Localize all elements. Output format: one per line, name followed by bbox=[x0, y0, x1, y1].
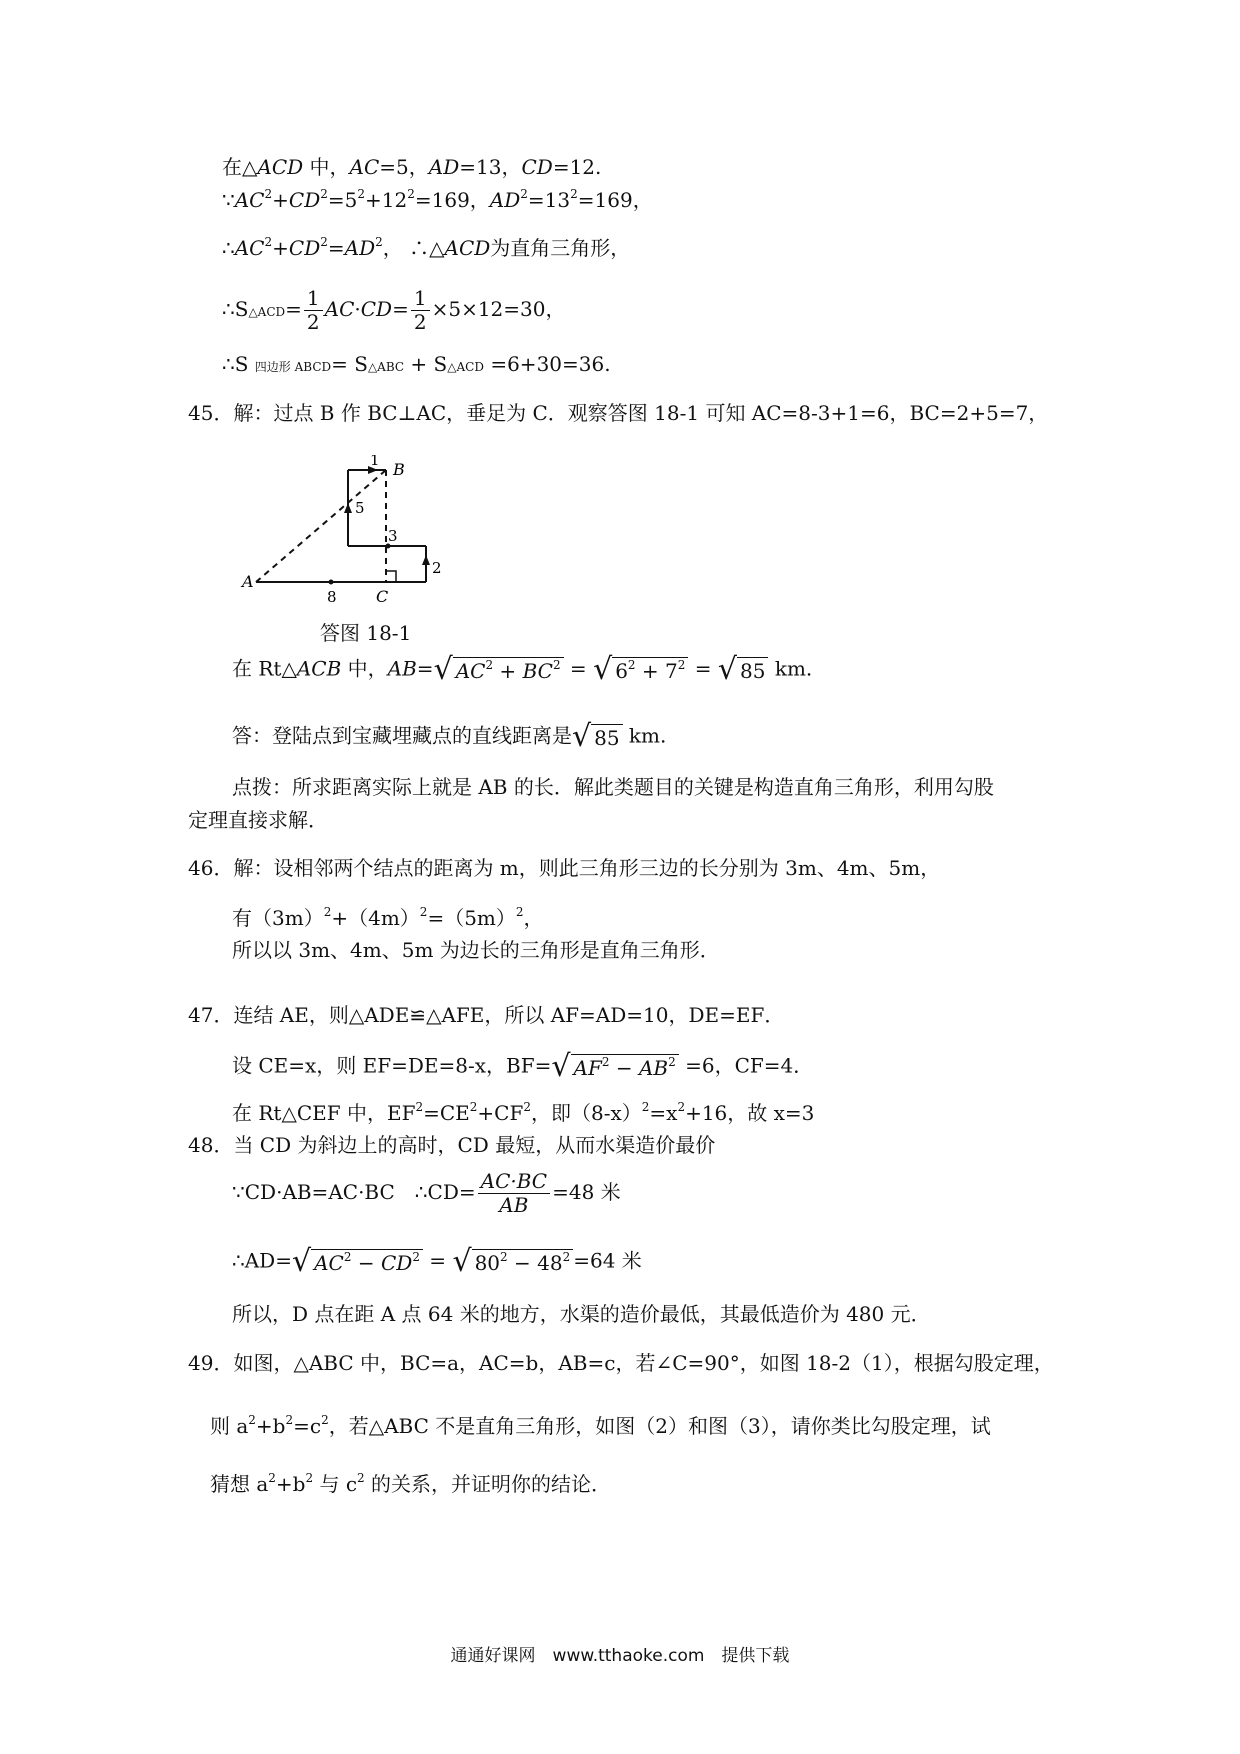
label-2: 2 bbox=[432, 559, 442, 577]
text: CD bbox=[521, 155, 553, 179]
label-3: 3 bbox=[388, 527, 398, 545]
text: 在 Rt bbox=[232, 656, 282, 681]
sup: 2 bbox=[320, 235, 328, 249]
sup: 2 bbox=[415, 1100, 424, 1114]
page-footer: 通通好课网 www.tthaoke.com 提供下载 bbox=[450, 1646, 790, 1666]
radical bbox=[717, 652, 769, 687]
figure-18-1 bbox=[236, 455, 456, 615]
text: ，若△ABC 不是直角三角形，如图（2）和图（3），请你类比勾股定理，试 bbox=[328, 1414, 991, 1438]
line-12 bbox=[232, 1049, 814, 1084]
text: =6，CF=4． bbox=[678, 1053, 814, 1078]
sup: 2 bbox=[412, 1250, 420, 1264]
subscript: △ACD bbox=[248, 305, 286, 319]
text: ， bbox=[523, 906, 544, 930]
arrow-2 bbox=[422, 555, 430, 565]
text: km. bbox=[768, 656, 813, 681]
arrow-5 bbox=[344, 503, 352, 513]
sup: 2 bbox=[268, 1471, 276, 1485]
dot-8 bbox=[329, 580, 334, 585]
text: 答：登陆点到宝藏埋藏点的直线距离是 bbox=[232, 723, 572, 748]
text: AC bbox=[455, 659, 486, 683]
text: CD bbox=[360, 297, 393, 321]
text: =6+30=36. bbox=[483, 352, 611, 376]
sup: 2 bbox=[285, 1413, 294, 1427]
text: = bbox=[422, 1248, 453, 1273]
sup: 2 bbox=[343, 1250, 352, 1264]
subscript: △ACD bbox=[447, 360, 484, 374]
text: 设 CE=x，则 EF=DE=8-x，BF= bbox=[232, 1053, 552, 1078]
text: =5 bbox=[327, 188, 358, 212]
radical bbox=[291, 1244, 423, 1279]
text: AF bbox=[573, 1056, 602, 1080]
text: =x bbox=[649, 1101, 678, 1125]
sup: 2 bbox=[323, 905, 332, 919]
text: 有（3m） bbox=[232, 906, 324, 930]
text: ACD bbox=[444, 236, 491, 260]
sup: 2 bbox=[552, 658, 561, 672]
radical-sign-icon: √ bbox=[452, 1244, 472, 1279]
text: CD bbox=[380, 1251, 413, 1275]
question-49: 49．如图，△ABC 中，BC=a，AC=b，AB=c，若∠C=90°，如图 18-2（1），根据勾股定理， bbox=[188, 1351, 1054, 1375]
fraction bbox=[304, 287, 323, 334]
text: BC bbox=[522, 659, 553, 683]
numerator: 1 bbox=[304, 287, 323, 311]
sup: 2 bbox=[627, 658, 636, 672]
text: + S bbox=[404, 352, 448, 376]
line-9: 定理直接求解． bbox=[188, 808, 328, 832]
sup: 2 bbox=[320, 187, 328, 201]
question-45: 45．解：过点 B 作 BC⊥AC，垂足为 C．观察答图 18-1 可知 AC=8-3+1=6，BC=2+5=7， bbox=[188, 401, 1049, 425]
label-1: 1 bbox=[370, 455, 380, 469]
text: AD bbox=[344, 236, 376, 260]
text: AC bbox=[349, 155, 380, 179]
text: = bbox=[285, 297, 302, 321]
sup: 2 bbox=[321, 1413, 329, 1427]
label-B: B bbox=[393, 460, 405, 479]
text: 中， bbox=[303, 155, 350, 179]
text: ∴ bbox=[222, 236, 235, 260]
text: + bbox=[493, 659, 523, 683]
sup: 2 bbox=[641, 1100, 650, 1114]
numerator: AC·BC bbox=[478, 1170, 550, 1194]
label-A: A bbox=[242, 572, 254, 591]
label-5: 5 bbox=[355, 499, 365, 517]
text: 6 bbox=[615, 659, 628, 683]
text: = bbox=[327, 236, 345, 260]
text: CD bbox=[288, 188, 321, 212]
text: = bbox=[688, 656, 718, 681]
sup: 2 bbox=[357, 1471, 365, 1485]
line-14 bbox=[232, 1170, 621, 1217]
text: 在 Rt△CEF 中，EF bbox=[232, 1101, 416, 1125]
text: ACD bbox=[257, 155, 304, 179]
subscript: 四边形 ABCD bbox=[254, 360, 332, 374]
text: · bbox=[354, 297, 361, 321]
text: ， ∴△ bbox=[382, 236, 445, 260]
sup: 2 bbox=[469, 1100, 478, 1114]
label-C: C bbox=[376, 587, 389, 606]
sup: 2 bbox=[570, 187, 578, 201]
text: =13， bbox=[459, 155, 522, 179]
sup: 2 bbox=[668, 1055, 676, 1069]
sup: 2 bbox=[419, 905, 428, 919]
text: △ bbox=[281, 656, 297, 681]
line-11: 所以以 3m、4m、5m 为边长的三角形是直角三角形． bbox=[232, 938, 720, 962]
text: +b bbox=[275, 1472, 306, 1496]
text: ∵CD·AB=AC·BC ∴CD= bbox=[232, 1180, 476, 1204]
text: =169， bbox=[414, 188, 490, 212]
denominator: AB bbox=[499, 1193, 529, 1217]
line-5 bbox=[222, 352, 611, 376]
text: CD bbox=[288, 236, 321, 260]
text: ∴S bbox=[222, 297, 249, 321]
text: =12. bbox=[552, 155, 602, 179]
text: AB bbox=[387, 656, 417, 681]
sup: 2 bbox=[485, 658, 494, 672]
text: AD bbox=[489, 188, 521, 212]
radical bbox=[572, 719, 623, 754]
text: ∴AD= bbox=[232, 1248, 292, 1273]
text: = bbox=[563, 656, 594, 681]
sup: 2 bbox=[357, 187, 365, 201]
text: ∴S bbox=[222, 352, 255, 376]
text: − bbox=[609, 1056, 639, 1080]
text: +（4m） bbox=[331, 906, 420, 930]
text: =CE bbox=[423, 1101, 470, 1125]
sup: 2 bbox=[264, 235, 273, 249]
sup: 2 bbox=[305, 1471, 314, 1485]
text: 中， bbox=[341, 656, 388, 681]
sup: 2 bbox=[601, 1055, 610, 1069]
text: =（5m） bbox=[427, 906, 516, 930]
text: +b bbox=[255, 1414, 286, 1438]
radical bbox=[433, 652, 564, 687]
sup: 2 bbox=[264, 187, 273, 201]
label-8: 8 bbox=[327, 588, 337, 606]
text: 猜想 a bbox=[210, 1472, 269, 1496]
line-7 bbox=[232, 719, 667, 754]
radical-sign-icon: √ bbox=[433, 652, 453, 687]
text: 在△ bbox=[222, 155, 258, 179]
text: 与 c bbox=[313, 1472, 358, 1496]
line-4 bbox=[222, 287, 566, 334]
text: 则 a bbox=[210, 1414, 249, 1438]
sup: 2 bbox=[500, 1250, 508, 1264]
text: − bbox=[351, 1251, 381, 1275]
fraction bbox=[411, 287, 430, 334]
sup: 2 bbox=[677, 1100, 686, 1114]
line-6 bbox=[232, 652, 813, 687]
radical-sign-icon: √ bbox=[291, 1244, 312, 1279]
text: + bbox=[272, 188, 289, 212]
line-15 bbox=[232, 1244, 642, 1279]
text: − 48 bbox=[507, 1251, 563, 1275]
figure-caption: 答图 18-1 bbox=[320, 621, 412, 645]
text: +CF bbox=[477, 1101, 524, 1125]
line-18 bbox=[210, 1472, 611, 1496]
radicand: 85 bbox=[737, 657, 768, 683]
sup: 2 bbox=[520, 187, 528, 201]
line-8: 点拨：所求距离实际上就是 AB 的长．解此类题目的关键是构造直角三角形，利用勾股 bbox=[232, 775, 994, 799]
denominator: 2 bbox=[306, 310, 320, 334]
text: 为直角三角形， bbox=[490, 236, 631, 260]
sup: 2 bbox=[375, 235, 383, 249]
text: AB bbox=[638, 1056, 669, 1080]
text: ×5×12=30， bbox=[431, 297, 566, 321]
sup: 2 bbox=[677, 658, 686, 672]
text: 的关系，并证明你的结论． bbox=[364, 1472, 612, 1496]
text: 80 bbox=[474, 1251, 501, 1275]
text: = S bbox=[331, 352, 368, 376]
denominator: 2 bbox=[413, 310, 427, 334]
sup: 2 bbox=[523, 1100, 531, 1114]
text: km. bbox=[622, 723, 667, 748]
line-16: 所以，D 点在距 A 点 64 米的地方，水渠的造价最低，其最低造价为 480 元． bbox=[232, 1302, 931, 1326]
line-13 bbox=[232, 1101, 814, 1125]
subscript: △ABC bbox=[367, 360, 405, 374]
line-17 bbox=[210, 1414, 991, 1438]
text: ∵ bbox=[222, 188, 235, 212]
text: =64 米 bbox=[573, 1248, 642, 1273]
text: ，即（8-x） bbox=[530, 1101, 642, 1125]
dashed-hypotenuse bbox=[256, 470, 386, 582]
radical bbox=[593, 652, 688, 687]
sup: 2 bbox=[562, 1250, 571, 1264]
question-48: 48．当 CD 为斜边上的高时，CD 最短，从而水渠造价最价 bbox=[188, 1133, 716, 1157]
text: AC bbox=[324, 297, 355, 321]
text: AC bbox=[314, 1251, 344, 1275]
text: =c bbox=[293, 1414, 322, 1438]
text: =169， bbox=[577, 188, 653, 212]
question-47: 47．连结 AE，则△ADE≌△AFE，所以 AF=AD=10，DE=EF． bbox=[188, 1003, 785, 1027]
text: =13 bbox=[527, 188, 571, 212]
radical-sign-icon: √ bbox=[551, 1049, 571, 1084]
line-3 bbox=[222, 236, 630, 260]
text: +16，故 x=3 bbox=[685, 1101, 815, 1125]
radical bbox=[452, 1244, 573, 1279]
text: = bbox=[416, 656, 434, 681]
sup: 2 bbox=[515, 905, 524, 919]
line-2 bbox=[222, 188, 653, 212]
radical-sign-icon: √ bbox=[593, 652, 613, 687]
fraction bbox=[478, 1170, 550, 1217]
text: + 7 bbox=[635, 659, 678, 683]
line-10 bbox=[232, 906, 544, 930]
radical-sign-icon: √ bbox=[717, 652, 738, 687]
text: AC bbox=[234, 236, 265, 260]
radicand: 85 bbox=[591, 724, 622, 750]
numerator: 1 bbox=[411, 287, 430, 311]
radical bbox=[551, 1049, 678, 1084]
text: =5， bbox=[379, 155, 429, 179]
text: = bbox=[392, 297, 409, 321]
right-angle-mark bbox=[386, 571, 396, 582]
radical-sign-icon: √ bbox=[572, 719, 592, 754]
text: AC bbox=[234, 188, 265, 212]
line-1 bbox=[222, 155, 601, 179]
sup: 2 bbox=[248, 1413, 256, 1427]
text: ACB bbox=[296, 656, 342, 681]
sup: 2 bbox=[407, 187, 415, 201]
text: + bbox=[272, 236, 289, 260]
question-46: 46．解：设相邻两个结点的距离为 m，则此三角形三边的长分别为 3m、4m、5m， bbox=[188, 856, 941, 880]
text: =48 米 bbox=[552, 1180, 621, 1204]
text: AD bbox=[428, 155, 460, 179]
text: +12 bbox=[365, 188, 408, 212]
